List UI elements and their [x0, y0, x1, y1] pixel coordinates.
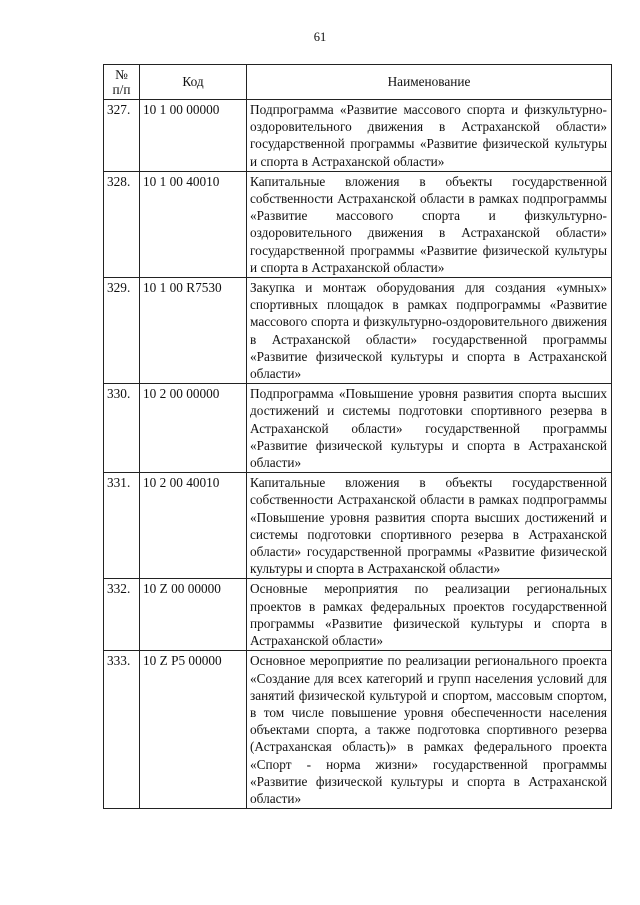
row-name: Капитальные вложения в объекты государственной собственности Астраханской области в рамках подпрограммы «Развитие массового спорта и физкультурно-оздоровительного движения в Астраханской области» государственной программы «Развитие физической культуры и спорта в Астраханской области»	[247, 171, 612, 277]
table-row	[104, 473, 612, 579]
row-number: 329.	[104, 278, 140, 384]
table-row	[104, 100, 612, 172]
table-row	[104, 384, 612, 473]
table-row	[104, 651, 612, 809]
row-name: Подпрограмма «Развитие массового спорта и физкультурно-оздоровительного движения в Астраханской области» государственной программы «Развитие физической культуры и спорта в Астраханской области»	[247, 100, 612, 172]
table-row	[104, 278, 612, 384]
row-code: 10 Z 00 00000	[140, 579, 247, 651]
row-number: 331.	[104, 473, 140, 579]
header-code: Код	[140, 65, 247, 100]
row-code: 10 1 00 00000	[140, 100, 247, 172]
row-name: Подпрограмма «Повышение уровня развития спорта высших достижений и системы подготовки спортивного резерва в Астраханской области» государственной программы «Развитие физической культуры и спорта в Астраханской области»	[247, 384, 612, 473]
row-code: 10 Z P5 00000	[140, 651, 247, 809]
row-number: 333.	[104, 651, 140, 809]
table-row	[104, 171, 612, 277]
table-header-row	[104, 65, 612, 100]
row-code: 10 2 00 40010	[140, 473, 247, 579]
row-code: 10 1 00 R7530	[140, 278, 247, 384]
header-number-abbr: п/п	[112, 82, 131, 97]
row-number: 332.	[104, 579, 140, 651]
table-row	[104, 579, 612, 651]
row-name: Закупка и монтаж оборудования для создания «умных» спортивных площадок в рамках подпрограммы «Развитие массового спорта и физкультурно-оздоровительного движения в Астраханской области» государственной программы «Развитие физической культуры и спорта в Астраханской области»	[247, 278, 612, 384]
classification-table	[103, 64, 612, 809]
row-number: 330.	[104, 384, 140, 473]
row-number: 328.	[104, 171, 140, 277]
row-code: 10 1 00 40010	[140, 171, 247, 277]
header-name: Наименование	[247, 65, 612, 100]
row-name: Капитальные вложения в объекты государственной собственности Астраханской области в рамках подпрограммы «Повышение уровня развития спорта высших достижений и системы подготовки спортивного резерва в Астраханской области» государственной программы «Развитие физической культуры и спорта в Астраханской области»	[247, 473, 612, 579]
row-code: 10 2 00 00000	[140, 384, 247, 473]
header-number-symbol: №	[115, 67, 128, 82]
row-name: Основные мероприятия по реализации региональных проектов в рамках федеральных проектов государственной программы «Развитие физической культуры и спорта в Астраханской области»	[247, 579, 612, 651]
row-number: 327.	[104, 100, 140, 172]
header-number	[104, 65, 140, 100]
row-name: Основное мероприятие по реализации регионального проекта «Создание для всех категорий и групп населения условий для занятий физической культурой и спортом, массовым спортом, в том числе повышение уровня обеспеченности населения объектами спорта, а также подготовка спортивного резерва (Астраханская область)» в рамках федерального проекта «Спорт - норма жизни» государственной программы «Развитие физической культуры и спорта в Астраханской области»	[247, 651, 612, 809]
page-number: 61	[313, 30, 327, 44]
